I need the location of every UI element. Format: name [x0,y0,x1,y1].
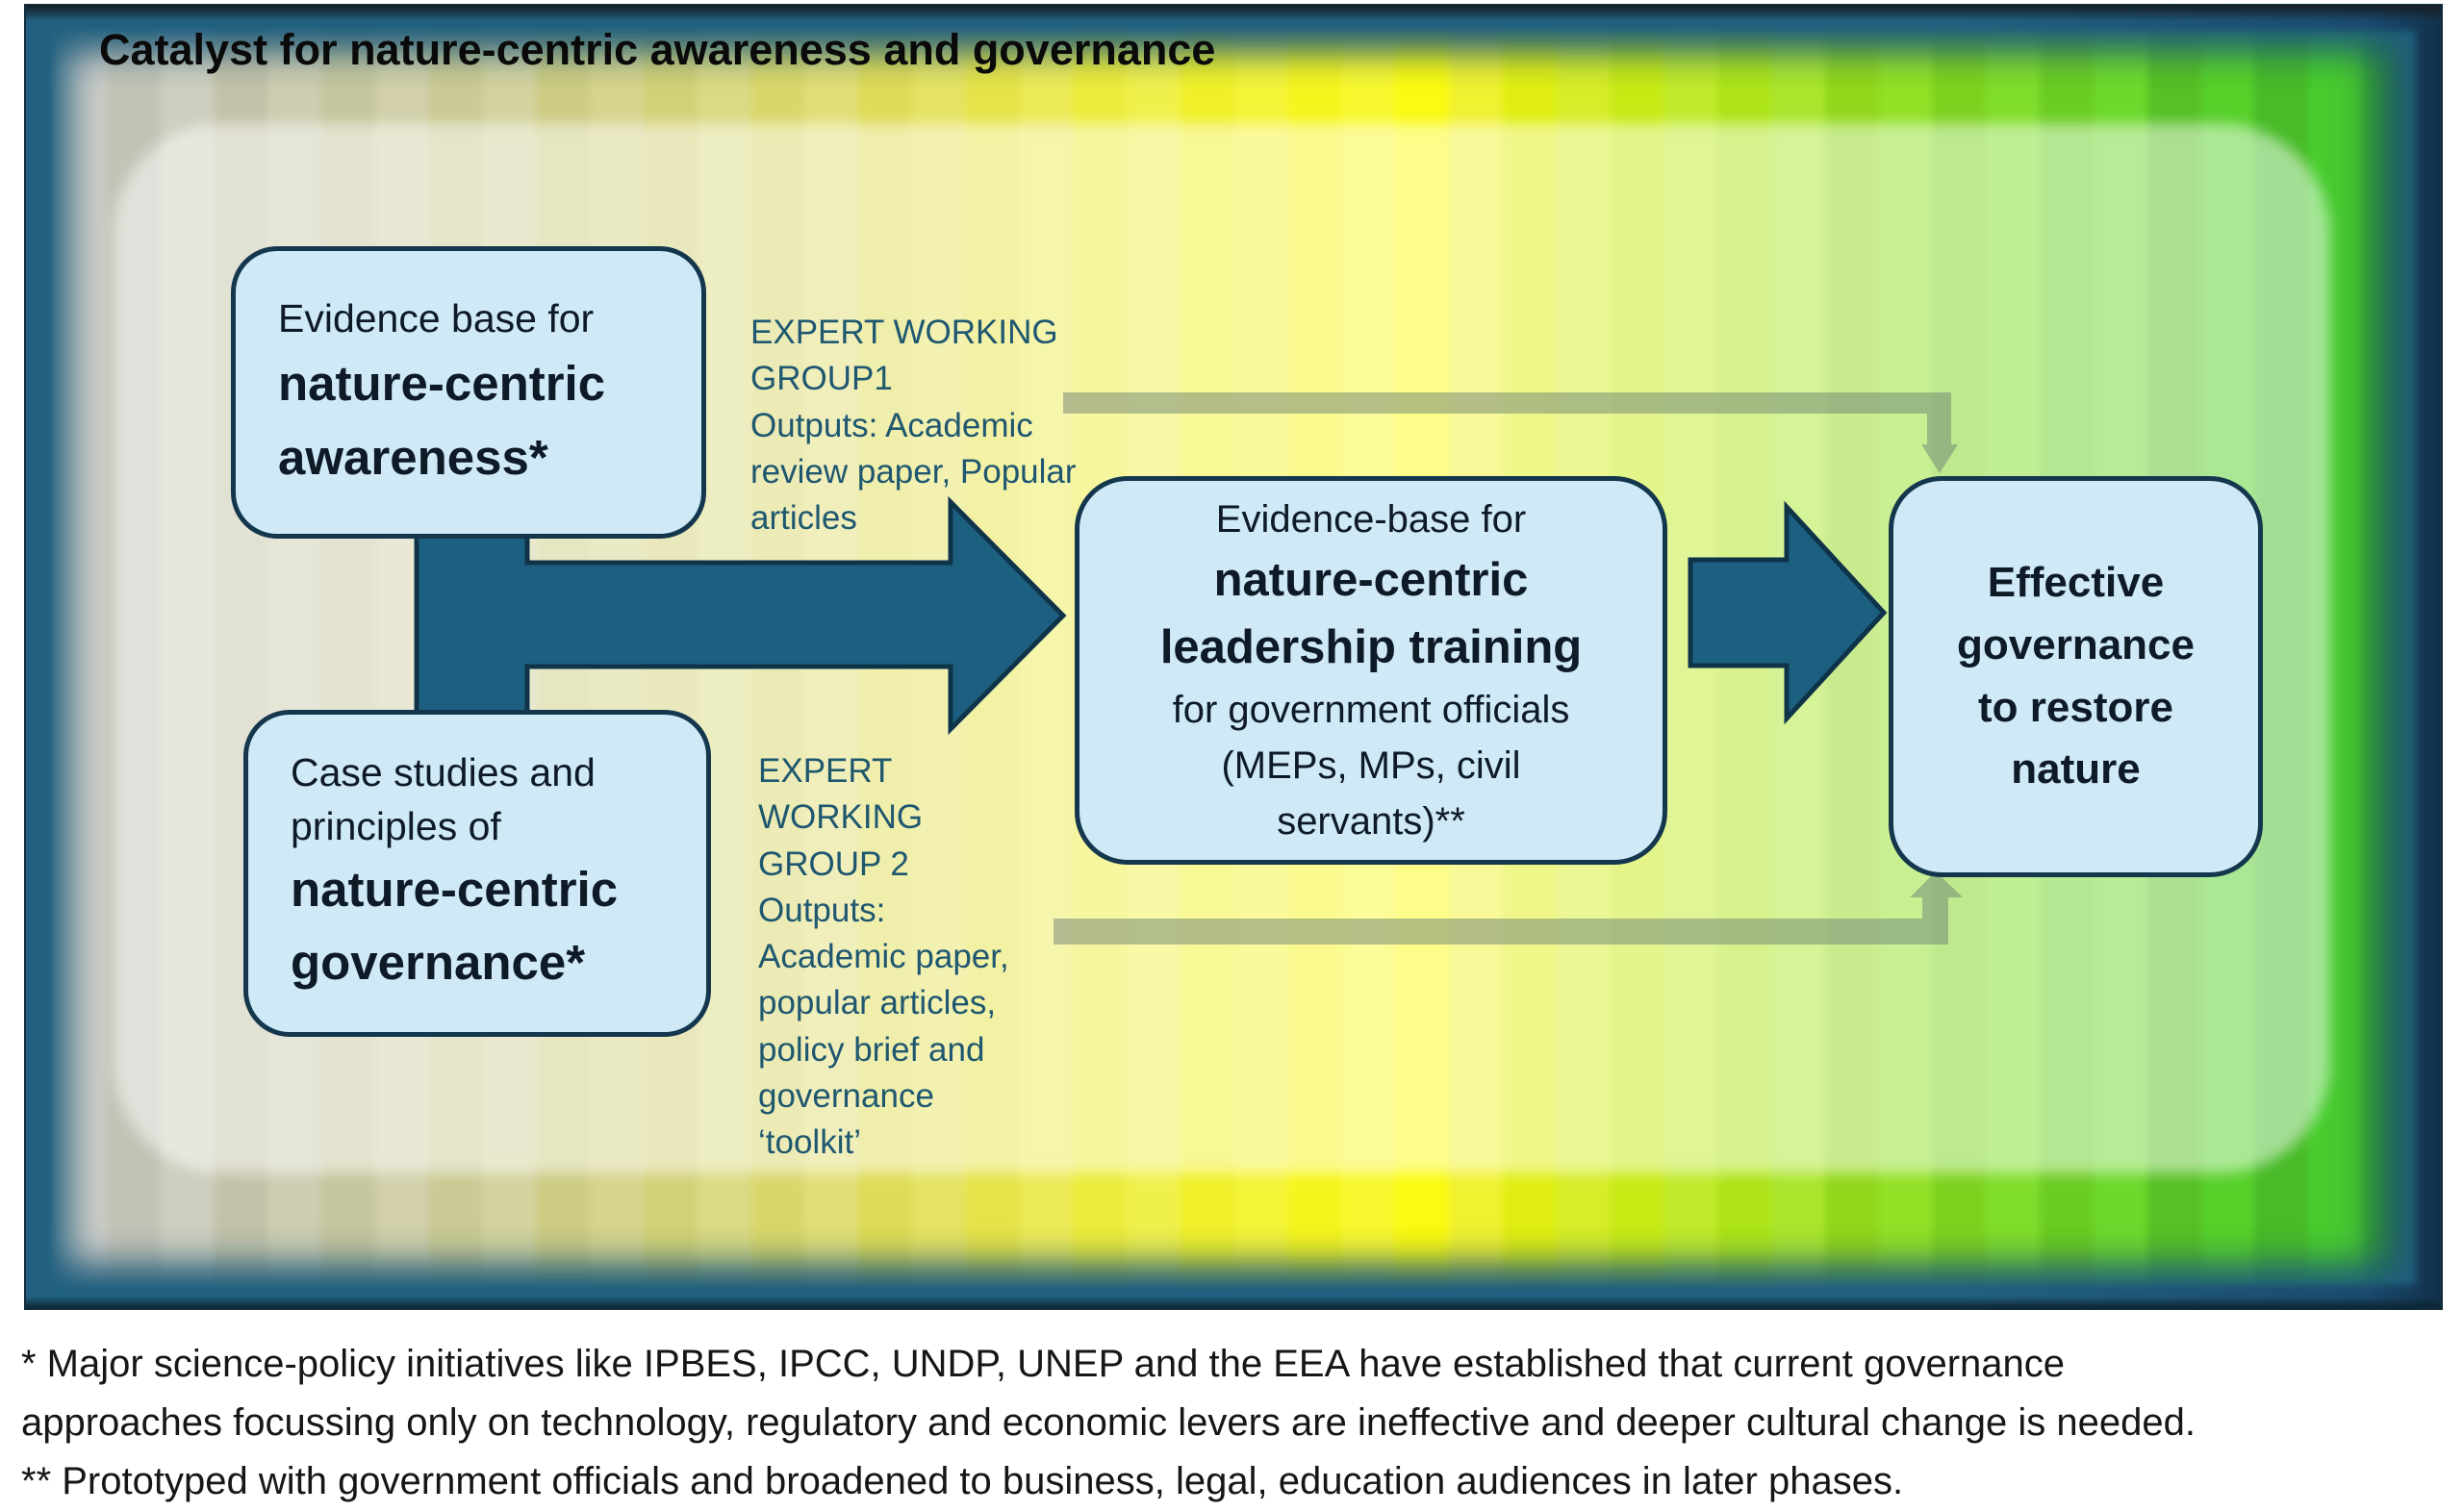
label-expert-working-group2: EXPERT WORKING GROUP 2 Outputs: Academic paper, popular articles, policy brief and governance ‘toolkit’ [758,752,1009,1162]
box-leadership-training [1075,476,1667,865]
box-text-line: for government officials [1172,688,1570,731]
box-effective-governance [1889,476,2263,877]
box-text-line: to restore [1978,683,2173,731]
box-text-line: Effective [1987,559,2165,607]
label-expert-working-group1: EXPERT WORKING GROUP1 Outputs: Academic review paper, Popular articles [750,314,1077,538]
box-text-line: nature-centric [1213,554,1529,607]
flow-arrow-to-outcome [1690,507,1884,718]
box-case-studies-governance [243,710,711,1037]
box-text-line: Evidence-base for [1215,498,1527,542]
box-text-line: servants)** [1277,799,1465,843]
box-text-line: nature-centric [291,861,619,917]
box-evidence-base-awareness [231,246,706,539]
box-text-line: governance [1957,620,2195,668]
diagram-title: Catalyst for nature-centric awareness and governance [99,25,1216,74]
box-text-line: nature [2011,745,2141,794]
box-text-line: leadership training [1159,621,1583,673]
box-text-line: Case studies and [291,750,596,795]
box-text-line: nature-centric [278,356,606,412]
footnotes: * Major science-policy initiatives like IPBES, IPCC, UNDP, UNEP and the EEA have established that current governance approaches focussing only on technology, regulatory and economic levers are ineffective and deeper cultural change is needed. ** Prototyped with government officials and broadened to business, legal, education audiences in later phases. [21,1343,2196,1503]
box-text-line: (MEPs, MPs, civil [1221,743,1521,787]
faded-arrow-group2-output [1054,871,1963,945]
box-text-line: Evidence base for [278,295,595,340]
box-text-line: principles of [291,803,501,848]
box-text-line: governance* [291,935,586,991]
faded-arrow-group1-output [1063,392,1958,473]
box-text-line: awareness* [278,429,548,485]
